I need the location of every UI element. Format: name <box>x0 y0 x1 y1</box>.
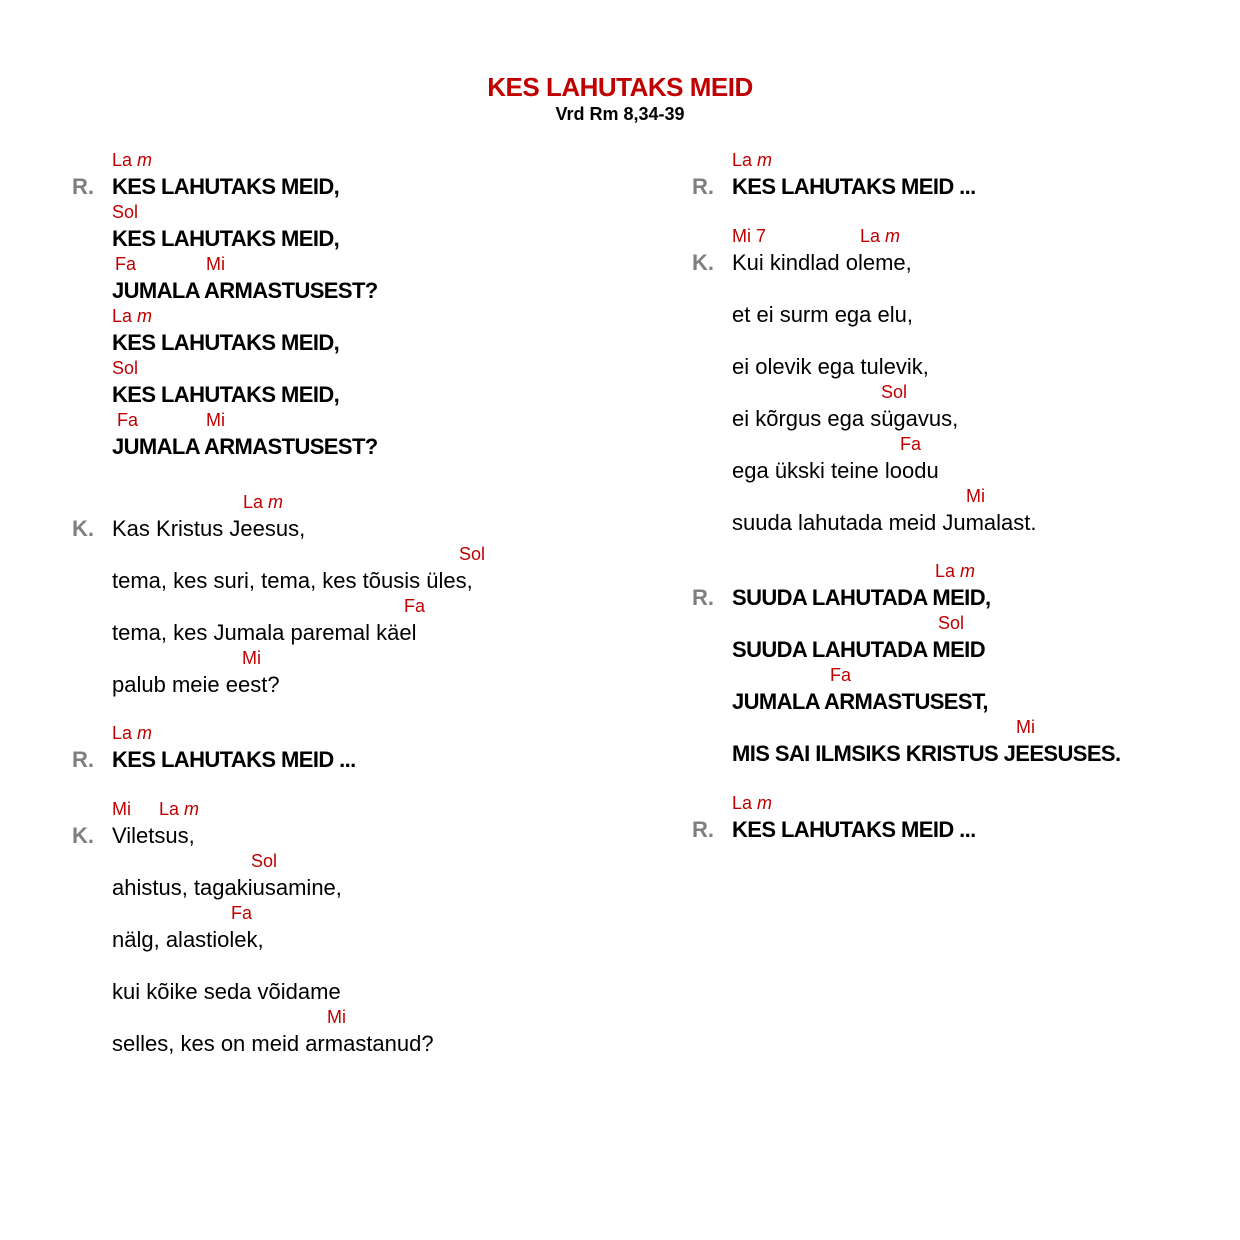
refrain-block <box>692 561 1212 769</box>
lyric-line: SUUDA LAHUTADA MEID, <box>732 585 991 610</box>
song-line <box>72 955 632 1007</box>
song-line <box>692 278 1212 330</box>
verse-marker: K. <box>692 250 714 275</box>
lyric-line: ahistus, tagakiusamine, <box>112 875 342 900</box>
chord: La m <box>860 226 901 246</box>
lyric-line: JUMALA ARMASTUSEST? <box>112 434 378 459</box>
song-line <box>692 150 1212 202</box>
verse-block <box>72 492 632 700</box>
lyric-line: ei olevik ega tulevik, <box>732 354 929 379</box>
lyric-line: JUMALA ARMASTUSEST, <box>732 689 988 714</box>
song-line <box>692 330 1212 382</box>
lyric-line: selles, kes on meid armastanud? <box>112 1031 434 1056</box>
lyric-line: et ei surm ega elu, <box>732 302 913 327</box>
chord: Fa <box>900 434 922 454</box>
lyric-line: nälg, alastiolek, <box>112 927 264 952</box>
lyric-line: KES LAHUTAKS MEID, <box>112 382 340 407</box>
song-line <box>692 434 1212 486</box>
song-line <box>72 903 632 955</box>
song-line <box>72 723 632 775</box>
refrain-marker: R. <box>692 585 714 610</box>
lyric-line: Viletsus, <box>112 823 195 848</box>
song-line <box>692 226 1212 278</box>
chord: Sol <box>881 382 908 402</box>
song-subtitle: Vrd Rm 8,34-39 <box>555 104 685 124</box>
verse-marker: K. <box>72 823 94 848</box>
refrain-marker: R. <box>72 174 94 199</box>
chord: Mi <box>242 648 261 668</box>
lyric-line: MIS SAI ILMSIKS KRISTUS JEESUSES. <box>732 741 1121 766</box>
refrain-block <box>72 150 632 462</box>
lyric-line: tema, kes Jumala paremal käel <box>112 620 417 645</box>
chord: Mi <box>112 799 131 819</box>
verse-block <box>692 226 1212 538</box>
lyric-line: KES LAHUTAKS MEID ... <box>112 747 356 772</box>
chord: Fa <box>404 596 426 616</box>
lyric-line: tema, kes suri, tema, kes tõusis üles, <box>112 568 473 593</box>
verse-marker: K. <box>72 516 94 541</box>
song-title: KES LAHUTAKS MEID <box>487 72 753 102</box>
chord: Fa <box>115 254 137 274</box>
song-line <box>692 382 1212 434</box>
lyric-line: SUUDA LAHUTADA MEID <box>732 637 985 662</box>
song-line <box>692 793 1212 845</box>
verse-block <box>72 799 632 1059</box>
lyric-line: KES LAHUTAKS MEID, <box>112 226 340 251</box>
chord: Mi <box>1016 717 1035 737</box>
chord: Mi <box>206 254 225 274</box>
chord: Mi <box>327 1007 346 1027</box>
chord: La m <box>935 561 976 581</box>
chord: Sol <box>251 851 278 871</box>
lyric-line: KES LAHUTAKS MEID, <box>112 330 340 355</box>
chord: Sol <box>112 202 139 222</box>
chord: La m <box>159 799 200 819</box>
song-line <box>692 561 1212 613</box>
song-line <box>72 1007 632 1059</box>
refrain-marker: R. <box>692 174 714 199</box>
song-line <box>692 665 1212 717</box>
chord: Sol <box>112 358 139 378</box>
chord: Mi <box>966 486 985 506</box>
left-column <box>72 150 632 1059</box>
song-line <box>72 544 632 596</box>
lyric-line: Kui kindlad oleme, <box>732 250 912 275</box>
song-line <box>72 492 632 544</box>
lyric-line: JUMALA ARMASTUSEST? <box>112 278 378 303</box>
song-line <box>72 202 632 254</box>
song-line <box>692 717 1212 769</box>
song-line <box>72 306 632 358</box>
chord: Sol <box>938 613 965 633</box>
refrain-block <box>692 150 1212 202</box>
song-line <box>72 799 632 851</box>
chord: La m <box>732 150 773 170</box>
song-line <box>692 486 1212 538</box>
chord: Mi <box>206 410 225 430</box>
lyric-line: KES LAHUTAKS MEID ... <box>732 174 976 199</box>
chord: Fa <box>830 665 852 685</box>
song-line <box>72 851 632 903</box>
lyric-line: palub meie eest? <box>112 672 280 697</box>
song-line <box>72 410 632 462</box>
chord: Sol <box>459 544 486 564</box>
refrain-marker: R. <box>72 747 94 772</box>
chord: La m <box>112 306 153 326</box>
lyric-line: KES LAHUTAKS MEID, <box>112 174 340 199</box>
refrain-block <box>692 793 1212 845</box>
chord: La m <box>243 492 284 512</box>
lyric-line: Kas Kristus Jeesus, <box>112 516 306 541</box>
lyric-line: kui kõike seda võidame <box>112 979 341 1004</box>
lyric-line: KES LAHUTAKS MEID ... <box>732 817 976 842</box>
right-column <box>692 150 1212 845</box>
song-line <box>692 613 1212 665</box>
song-line <box>72 150 632 202</box>
song-line <box>72 596 632 648</box>
lyric-line: suuda lahutada meid Jumalast. <box>732 510 1037 535</box>
chord: La m <box>732 793 773 813</box>
lyric-line: ega ükski teine loodu <box>732 458 939 483</box>
song-line <box>72 648 632 700</box>
chord: Mi 7 <box>732 226 767 246</box>
lyric-line: ei kõrgus ega sügavus, <box>732 406 959 431</box>
song-line <box>72 254 632 306</box>
chord: La m <box>112 150 153 170</box>
chord: Fa <box>231 903 253 923</box>
song-line <box>72 358 632 410</box>
chord: La m <box>112 723 153 743</box>
refrain-marker: R. <box>692 817 714 842</box>
refrain-block <box>72 723 632 775</box>
chord: Fa <box>117 410 139 430</box>
